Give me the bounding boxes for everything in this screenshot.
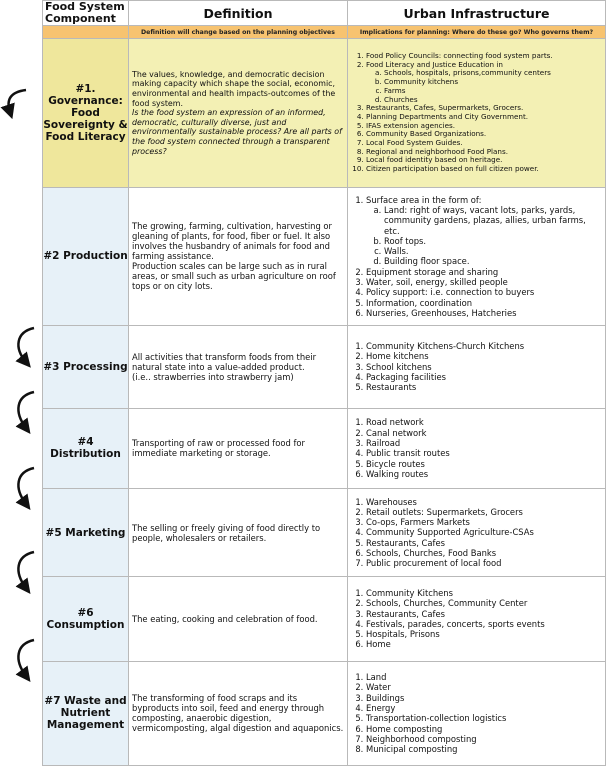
table-row — [43, 187, 606, 326]
curved-arrow-icon — [18, 640, 34, 676]
list-item: 2. Canal network — [366, 428, 601, 438]
infrastructure-cell — [348, 326, 606, 408]
list-item: 5. Transportation-collection logistics — [366, 713, 601, 723]
list-item: 4. Public transit routes — [366, 448, 601, 458]
infrastructure-cell — [348, 661, 606, 765]
food-system-table — [42, 0, 606, 766]
definition-cell — [129, 326, 348, 408]
list-item: 6. Home composting — [366, 724, 601, 734]
list-item: 4. Policy support: i.e. connection to buyers — [366, 287, 601, 297]
list-item: 2. Food Literacy and Justice Education in a. Schools, hospitals, prisons,community centers b. Community kitchens c. Farms d. Churches — [366, 61, 601, 105]
table-row — [43, 488, 606, 576]
definition-text: Transporting of raw or processed food for immediate marketing or storage. — [132, 438, 305, 459]
list-item: 2. Home kitchens — [366, 351, 601, 361]
list-item: 2. Water — [366, 682, 601, 692]
infrastructure-cell — [348, 577, 606, 661]
list-item: 8. Regional and neighborhood Food Plans. — [366, 148, 601, 157]
curved-arrow-icon — [18, 552, 34, 588]
table-row — [43, 326, 606, 408]
table-row — [43, 577, 606, 661]
list-item: b. Community kitchens — [384, 78, 601, 87]
list-item: d. Churches — [384, 96, 601, 105]
list-item: 5. Bicycle routes — [366, 459, 601, 469]
list-item: 5. Information, coordination — [366, 298, 601, 308]
list-item: 9. Local food identity based on heritage. — [366, 156, 601, 165]
component-label: #3 Processing — [43, 326, 129, 408]
header-definition: Definition — [129, 1, 348, 26]
component-label: #2 Production — [43, 187, 129, 326]
component-label: #1. Governance: Food Sovereignty & Food Literacy — [43, 39, 129, 188]
curved-arrow-icon — [18, 468, 34, 504]
list-item: 1. Community Kitchens — [366, 588, 601, 598]
definition-text: The values, knowledge, and democratic decision making capacity which shape the social, economic, environmental and health impacts-outcomes of the food system. — [132, 69, 336, 108]
infrastructure-cell — [348, 408, 606, 488]
governance-question: Is the food system an expression of an informed, democratic, culturally diverse, just and environmentally sustainable process? Are all parts of the food system connected through a transparent process? — [132, 108, 342, 156]
list-item: 3. Railroad — [366, 438, 601, 448]
definition-cell — [129, 408, 348, 488]
table-row — [43, 408, 606, 488]
list-item: 1. Road network — [366, 417, 601, 427]
list-item: 7. Public procurement of local food — [366, 558, 601, 568]
list-item: 4. Community Supported Agriculture-CSAs — [366, 527, 601, 537]
list-item: 5. Restaurants, Cafes — [366, 538, 601, 548]
definition-text: The selling or freely giving of food directly to people, wholesalers or retailers. — [132, 522, 321, 543]
definition-text: (i.e.. strawberries into strawberry jam) — [132, 371, 294, 382]
list-item: 1. Land — [366, 672, 601, 682]
list-item: 2. Schools, Churches, Community Center — [366, 598, 601, 608]
list-item: 1. Surface area in the form of: a. Land: right of ways, vacant lots, parks, yards, community gardens, plazas, allies, urban farms, etc. b. Roof tops. c. Walls. d. Building floor space. — [366, 195, 601, 267]
list-item: 3. Buildings — [366, 693, 601, 703]
list-item: b. Roof tops. — [384, 236, 601, 246]
component-label: #4 Distribution — [43, 408, 129, 488]
curved-arrow-icon — [18, 392, 34, 428]
component-label: #7 Waste and Nutrient Management — [43, 661, 129, 765]
curved-arrow-icon — [18, 328, 34, 362]
infrastructure-cell — [348, 187, 606, 326]
list-item: 1. Warehouses — [366, 497, 601, 507]
curved-arrow-icon — [9, 90, 26, 112]
list-item: 8. Municipal composting — [366, 744, 601, 754]
header-row — [43, 1, 606, 26]
infrastructure-note: Implications for planning: Where do these go? Who governs them? — [348, 26, 606, 39]
definition-cell — [129, 488, 348, 576]
list-item: d. Building floor space. — [384, 256, 601, 266]
list-item: 4. Planning Departments and City Government. — [366, 113, 601, 122]
list-item: 10. Citizen participation based on full citizen power. — [366, 165, 601, 174]
definition-cell — [129, 577, 348, 661]
list-item: 4. Packaging facilities — [366, 372, 601, 382]
list-item: 3. Restaurants, Cafes — [366, 609, 601, 619]
list-item: c. Walls. — [384, 246, 601, 256]
list-item: 3. Co-ops, Farmers Markets — [366, 517, 601, 527]
definition-text: The transforming of food scraps and its byproducts into soil, feed and energy through composting, anaerobic digestion, vermicomposting, algal digestion and aquaponics. — [132, 693, 344, 734]
subheader-blank — [43, 26, 129, 39]
subheader-row — [43, 26, 606, 39]
list-item: 3. Restaurants, Cafes, Supermarkets, Grocers. — [366, 104, 601, 113]
list-item: a. Land: right of ways, vacant lots, parks, yards, community gardens, plazas, allies, urban farms, etc. — [384, 205, 601, 236]
definition-text: Production scales can be large such as in rural areas, or small such as urban agriculture on roof tops or on city lots. — [132, 261, 336, 292]
list-item: 6. Nurseries, Greenhouses, Hatcheries — [366, 308, 601, 318]
list-item: a. Schools, hospitals, prisons,community centers — [384, 69, 601, 78]
infrastructure-cell — [348, 488, 606, 576]
definition-text: The eating, cooking and celebration of food. — [132, 613, 318, 624]
list-item: 6. Walking routes — [366, 469, 601, 479]
component-label: #5 Marketing — [43, 488, 129, 576]
list-item: 7. Local Food System Guides. — [366, 139, 601, 148]
list-item: 4. Energy — [366, 703, 601, 713]
list-item: 3. Water, soil, energy, skilled people — [366, 277, 601, 287]
list-item: 5. Hospitals, Prisons — [366, 629, 601, 639]
definition-cell — [129, 661, 348, 765]
list-item: 7. Neighborhood composting — [366, 734, 601, 744]
flow-arrows — [0, 0, 42, 768]
list-item: 6. Home — [366, 639, 601, 649]
list-item: 2. Equipment storage and sharing — [366, 267, 601, 277]
definition-text: The growing, farming, cultivation, harvesting or gleaning of plants, for food, fiber or fuel. It also involves the husbandry of animals for food and farming assistance. — [132, 221, 332, 262]
list-item: 1. Community Kitchens-Church Kitchens — [366, 341, 601, 351]
definition-cell — [129, 187, 348, 326]
list-item: 3. School kitchens — [366, 362, 601, 372]
infrastructure-cell — [348, 39, 606, 188]
definition-text: All activities that transform foods from their natural state into a value-added product. — [132, 351, 317, 372]
table-row — [43, 39, 606, 188]
list-item: 5. Restaurants — [366, 382, 601, 392]
list-item: c. Farms — [384, 87, 601, 96]
list-item: 6. Community Based Organizations. — [366, 130, 601, 139]
list-item: 2. Retail outlets: Supermarkets, Grocers — [366, 507, 601, 517]
header-infrastructure: Urban Infrastructure — [348, 1, 606, 26]
definition-note: Definition will change based on the planning objectives — [129, 26, 348, 39]
component-label: #6 Consumption — [43, 577, 129, 661]
definition-cell — [129, 39, 348, 188]
header-component: Food System Component — [43, 1, 129, 26]
list-item: 6. Schools, Churches, Food Banks — [366, 548, 601, 558]
list-item: 4. Festivals, parades, concerts, sports events — [366, 619, 601, 629]
list-item: 5. IFAS extension agencies. — [366, 122, 601, 131]
table-row — [43, 661, 606, 765]
list-item: 1. Food Policy Councils: connecting food system parts. — [366, 52, 601, 61]
